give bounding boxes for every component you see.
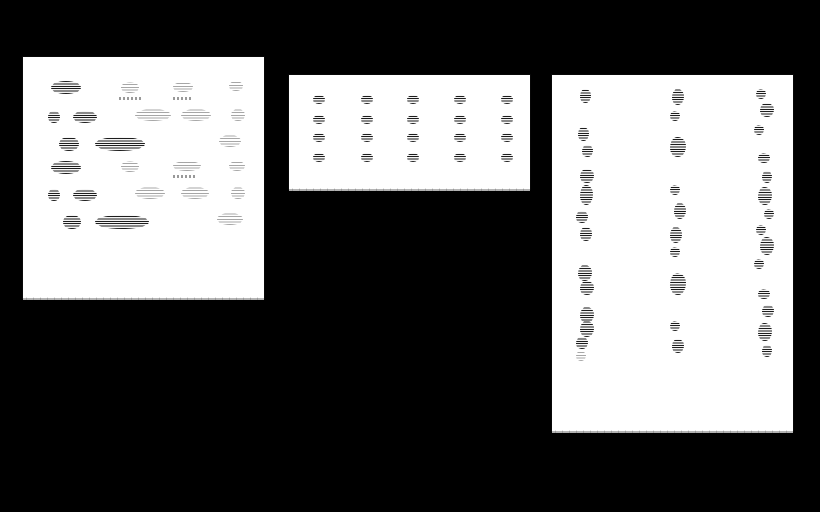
ink-mark (580, 169, 594, 183)
ink-mark (758, 153, 770, 163)
ink-mark (501, 133, 513, 142)
ink-mark (407, 133, 419, 142)
ink-mark (580, 281, 594, 295)
ink-mark (764, 209, 774, 219)
ink-mark (454, 153, 466, 162)
ink-mark (454, 95, 466, 104)
ink-mark (670, 137, 686, 157)
ink-mark (580, 185, 593, 205)
ink-mark (121, 161, 139, 172)
ink-mark (760, 103, 774, 117)
ink-mark (670, 111, 680, 121)
ink-mark (670, 247, 680, 257)
ink-mark (173, 161, 201, 171)
ink-mark (501, 153, 513, 162)
ink-mark (758, 187, 772, 205)
ink-mark (758, 289, 770, 299)
ink-mark (63, 215, 81, 229)
ink-mark (313, 133, 325, 142)
ink-mark (217, 213, 243, 225)
ink-mark (754, 125, 764, 135)
ink-mark (48, 111, 60, 123)
ink-mark (219, 135, 241, 147)
ink-mark (762, 171, 772, 183)
ink-mark (754, 259, 764, 269)
ink-mark (229, 81, 243, 91)
ink-mark (95, 215, 149, 229)
ink-mark (361, 133, 373, 142)
ink-mark (231, 109, 245, 121)
ink-mark (582, 145, 593, 157)
ink-mark (73, 189, 97, 201)
ink-mark (361, 95, 373, 104)
ink-mark (501, 95, 513, 104)
ink-mark (674, 203, 686, 219)
ink-mark (135, 109, 171, 121)
dotted-line (119, 97, 141, 100)
sheet-left-grid (23, 57, 264, 298)
sheet-middle-small (289, 75, 530, 189)
ink-mark (181, 109, 211, 121)
ink-mark (576, 337, 588, 349)
ink-mark (501, 115, 513, 124)
ink-mark (135, 187, 165, 199)
ink-mark (758, 323, 772, 341)
ink-mark (756, 89, 766, 99)
ink-mark (59, 137, 79, 151)
ink-mark (73, 111, 97, 123)
ink-mark (181, 187, 209, 199)
ink-mark (580, 89, 591, 103)
ink-mark (672, 89, 684, 105)
ink-mark (361, 115, 373, 124)
ink-mark (756, 225, 766, 235)
ink-mark (313, 95, 325, 104)
dotted-line (173, 175, 195, 178)
ink-mark (313, 153, 325, 162)
ink-mark (580, 321, 594, 337)
ink-mark (407, 115, 419, 124)
ink-mark (672, 339, 684, 353)
ink-mark (670, 227, 682, 243)
ink-mark (229, 161, 245, 171)
ink-mark (173, 82, 193, 92)
ink-mark (578, 127, 589, 141)
ink-mark (670, 185, 680, 195)
ink-mark (51, 161, 81, 174)
ink-mark (121, 82, 139, 93)
ink-mark (762, 345, 772, 357)
ink-mark (361, 153, 373, 162)
ink-mark (762, 305, 774, 317)
ink-mark (580, 227, 592, 241)
dotted-line (173, 97, 193, 100)
ink-mark (231, 187, 245, 199)
ink-mark (407, 95, 419, 104)
ink-mark (576, 211, 588, 223)
ink-mark (407, 153, 419, 162)
ink-mark (670, 273, 686, 295)
ink-mark (578, 265, 592, 281)
ink-mark (51, 81, 81, 94)
ink-mark (760, 237, 774, 255)
ink-mark (454, 133, 466, 142)
ink-mark (576, 351, 586, 361)
ink-mark (95, 137, 145, 151)
ink-mark (454, 115, 466, 124)
ink-mark (48, 189, 60, 201)
sheet-right-columns (552, 75, 793, 431)
ink-mark (313, 115, 325, 124)
ink-mark (670, 321, 680, 331)
